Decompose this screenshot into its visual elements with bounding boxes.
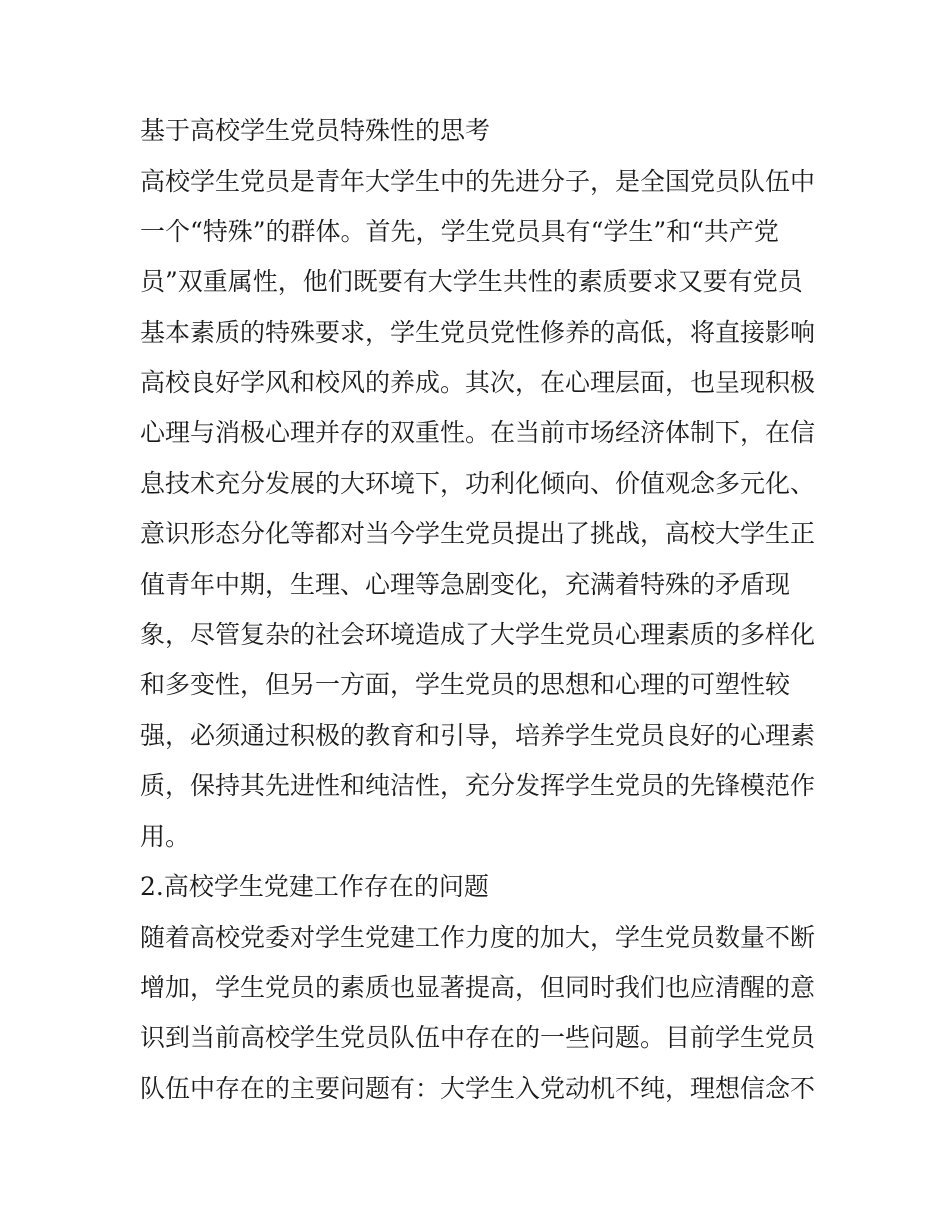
paragraph-line: 识到当前高校学生党员队伍中存在的一些问题。目前学生党员 xyxy=(140,1023,816,1052)
section-heading-party-building-problems: 2.高校学生党建工作存在的问题 xyxy=(140,872,489,901)
paragraph-line: 随着高校党委对学生党建工作力度的加大，学生党员数量不断 xyxy=(140,923,816,952)
paragraph-line: 基本素质的特殊要求，学生党员党性修养的高低，将直接影响 xyxy=(140,318,816,347)
paragraph-line: 增加，学生党员的素质也显著提高，但同时我们也应清醒的意 xyxy=(140,973,816,1002)
paragraph-line: 用。 xyxy=(140,822,191,851)
paragraph-line: 值青年中期，生理、心理等急剧变化，充满着特殊的矛盾现 xyxy=(140,570,791,599)
paragraph-line: 员”双重属性，他们既要有大学生共性的素质要求又要有党员 xyxy=(140,267,803,296)
paragraph-line: 高校良好学风和校风的养成。其次，在心理层面，也呈现积极 xyxy=(140,368,816,397)
paragraph-line: 心理与消极心理并存的双重性。在当前市场经济体制下，在信 xyxy=(140,418,816,447)
paragraph-line: 队伍中存在的主要问题有：大学生入党动机不纯，理想信念不 xyxy=(140,1074,816,1103)
paragraph-line: 和多变性，但另一方面，学生党员的思想和心理的可塑性较 xyxy=(140,670,791,699)
paragraph-line: 强，必须通过积极的教育和引导，培养学生党员良好的心理素 xyxy=(140,721,816,750)
paragraph-line: 一个“特殊”的群体。首先，学生党员具有“学生”和“共产党 xyxy=(140,217,779,246)
paragraph-line: 象，尽管复杂的社会环境造成了大学生党员心理素质的多样化 xyxy=(140,620,816,649)
paragraph-line: 质，保持其先进性和纯洁性，充分发挥学生党员的先锋模范作 xyxy=(140,771,816,800)
paragraph-line: 息技术充分发展的大环境下，功利化倾向、价值观念多元化、 xyxy=(140,469,816,498)
paragraph-line: 意识形态分化等都对当今学生党员提出了挑战，高校大学生正 xyxy=(140,519,816,548)
paragraph-line: 高校学生党员是青年大学生中的先进分子，是全国党员队伍中 xyxy=(140,167,816,196)
section-heading-student-party-members: 基于高校学生党员特殊性的思考 xyxy=(140,116,491,145)
